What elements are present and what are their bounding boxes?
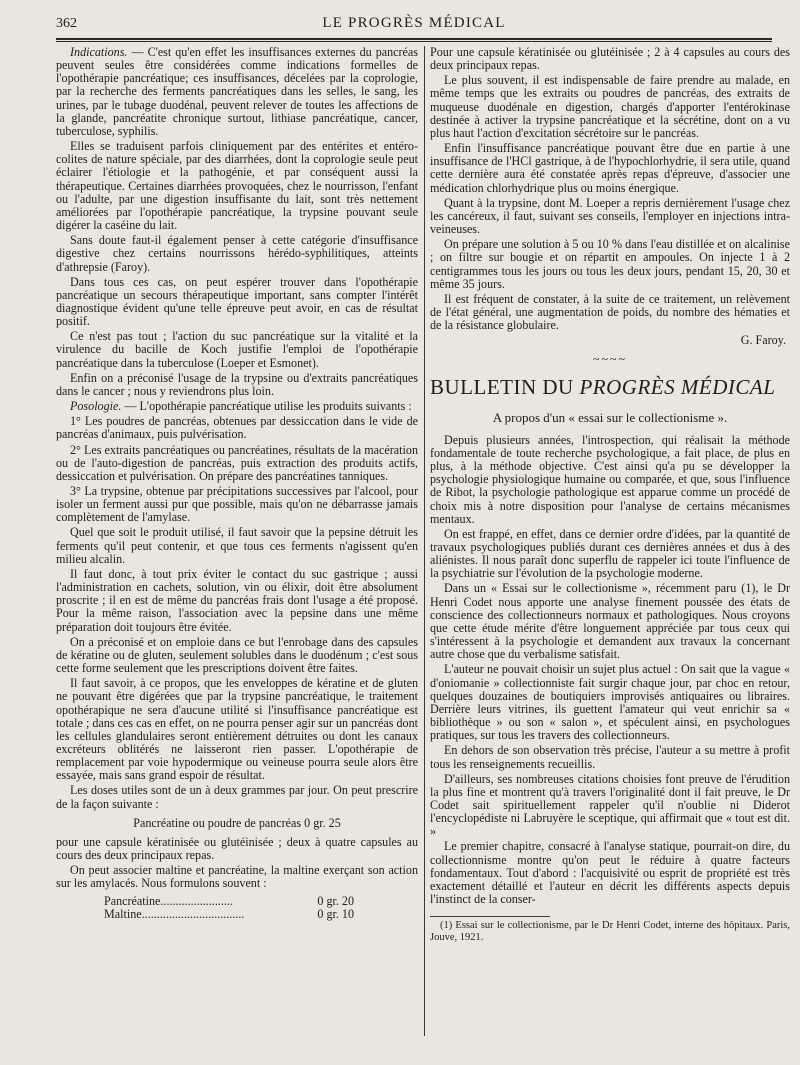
footnote: (1) Essai sur le collectionisme, par le Dr Henri Codet, interne des hôpitaux. Paris, Jouve, 1921. <box>430 920 790 944</box>
paragraph: D'ailleurs, ses nombreuses citations choisies font preuve de l'érudition la plus fine et montrent qu'à travers l'originalité dont il fait preuve, le Dr Codet sait spirituellement rappeler qu'il n'oublie ni Diderot l'encyclopédiste ni Labruyère le sceptique, qui affirmait que « tout est dit. » <box>430 771 790 839</box>
paragraph: Les doses utiles sont de un à deux grammes par jour. On peut prescrire de la façon suivante : <box>56 783 418 811</box>
dose-line: Pancréatine ou poudre de pancréas 0 gr. 25 <box>133 815 341 830</box>
paragraph: Depuis plusieurs années, l'introspection, qui réalisait la méthode fondamentale de toute recherche psychologique, a fait place, de plus en plus, à la méthode objective. C'est ainsi qu'a pu se développer la psychologie physiologique humaine ou comparée, et que, sous l'influence de Ribot, la psychologie pathologique est apparue comme un procédé de choix mis à notre disposition pour l'analyse de certains mécanismes mentaux. <box>430 432 790 526</box>
author-signature: G. Faroy. <box>740 333 786 348</box>
paragraph: En dehors de son observation très précise, l'auteur a su mettre à profit tous les renseignements recueillis. <box>430 743 790 771</box>
ornament: ~~~~ <box>593 352 627 367</box>
paragraph: On peut associer maltine et pancréatine, la maltine exerçant son action sur les amylacés. Nous formulons souvent : <box>56 863 418 891</box>
paragraph: Il est fréquent de constater, à la suite de ce traitement, un relèvement de l'état général, une augmentation de poids, du nombre des hématies et de la résistance globulaire. <box>430 291 790 333</box>
paragraph: Quant à la trypsine, dont M. Loeper a repris dernièrement l'usage chez les cancéreux, il faut, suivant ses conseils, l'employer en injections intra-veineuses. <box>430 195 790 237</box>
formula-row: Maltine.................................. 0 gr. 10 <box>104 906 354 921</box>
section-label: Posologie. <box>70 399 122 414</box>
column-divider <box>424 46 425 1036</box>
paragraph: pour une capsule kératinisée ou glutéinisée ; deux à quatre capsules au cours des deux principaux repas. <box>56 834 418 863</box>
paragraph: Il faut savoir, à ce propos, que les enveloppes de kératine et de gluten ne pouvant être digérées que par la trypsine pancréatique, le traitement opothérapique ne sera d'aucune utilité si l'insuffisance pancréatique est totale ; dans ces cas en effet, on ne pourra penser agir sur un pancréas dont les cellules glandulaires seront entièrement détruites ou dont les canaux excréteurs oblitérés ne laisseront rien passer. L'opothérapie de remplacement par voie hypodermique ou veineuse pourra seule alors être essayée, mais sans grand espoir de résultat. <box>56 676 418 783</box>
paragraph: Dans tous ces cas, on peut espérer trouver dans l'opothérapie pancréatique un secours thérapeutique important, sans compter l'intérêt diagnostique évident qu'une telle épreuve peut avoir, en cas de résultat positif. <box>56 274 418 329</box>
paragraph: On a préconisé et on emploie dans ce but l'enrobage dans des capsules de kératine ou de gluten, seulement solubles dans le duodénum ; c'est sous cette forme seulement que les prescriptions doivent être faites. <box>56 634 418 676</box>
paragraph: On est frappé, en effet, dans ce dernier ordre d'idées, par la quantité de travaux psychologiques publiés durant ces dernières années et dus à des aliénistes. Il nous paraît donc superflu de rappeler ici toute l'influence de la psychiatrie sur l'évolution de la psychologie moderne. <box>430 526 790 581</box>
paragraph: Dans un « Essai sur le collectionisme », récemment paru (1), le Dr Henri Codet nous apporte une analyse finement poussée des états de conscience des collectionneurs normaux et pathologiques. Nous croyons que cette étude mérite d'être longuement appréciée par tous ceux qui s'intéressent à la psychologie et demandent aux travaux la concernant autre chose que du verbalisme satisfait. <box>430 581 790 662</box>
paragraph: Sans doute faut-il également penser à cette catégorie d'insuffisance digestive chez certains nourrissons hérédo-syphilitiques, atteints d'athrepsie (Faroy). <box>56 233 418 274</box>
paragraph: Ce n'est pas tout ; l'action du suc pancréatique sur la vitalité et la virulence du bacille de Koch justifie l'emploi de l'opothérapie pancréatique dans la tuberculose (Loeper et Esmonet). <box>56 329 418 370</box>
section-label: Indications. <box>70 45 128 59</box>
paragraph: Pour une capsule kératinisée ou glutéinisée ; 2 à 4 capsules au cours des deux principaux repas. <box>430 45 790 73</box>
paragraph: Indications. — C'est qu'en effet les insuffisances externes du pancréas peuvent seules être considérées comme indications formelles de l'opothérapie pancréatique; ces insuffisances, décelées par la coprologie, par la recherche des ferments pancréatiques dans les selles, le sang, les urines, par le tubage duodénal, peuvent relever de toutes les affections de la glande, pancréatite chronique surtout, lithiase pancréatique, cancer, tuberculose, syphilis. <box>56 45 418 138</box>
paragraph: Enfin on a préconisé l'usage de la trypsine ou d'extraits pancréatiques dans le cancer ; nous y reviendrons plus loin. <box>56 370 418 398</box>
paragraph: Le plus souvent, il est indispensable de faire prendre au malade, en même temps que les extraits ou poudres de pancréas, des extraits de muqueuse duodénale en digestion, chargés d'apporter l'entérokinase destinée à activer la trypsine pancréatique et la sécrétine, dont on a vu plus haut l'action d'excitation sécrétoire sur le pancréas. <box>430 73 790 140</box>
paragraph: Il faut donc, à tout prix éviter le contact du suc gastrique ; aussi l'administration en cachets, solution, vin ou élixir, doit être absolument proscrite ; il en est de même du pancréas frais dont l'usage a été proposé. Pour la même raison, l'association avec la pepsine dans une même préparation doit toujours être évitée. <box>56 566 418 634</box>
left-column <box>56 46 418 921</box>
page-number: 362 <box>56 16 77 31</box>
paragraph: Posologie. — L'opothérapie pancréatique utilise les produits suivants : <box>70 399 412 414</box>
footnote-rule <box>430 916 550 917</box>
paragraph: 1° Les poudres de pancréas, obtenues par dessiccation dans le vide de pancréas d'animaux, puis pulvérisation. <box>56 414 418 442</box>
paragraph: Quel que soit le produit utilisé, il faut savoir que la pepsine détruit les ferments qu'il peut contenir, et que tous ces ferments n'agissent qu'en milieu alcalin. <box>56 525 418 566</box>
paragraph: L'auteur ne pouvait choisir un sujet plus actuel : On sait que la vague « d'oniomanie » collectionniste fait surgir chaque jour, par choc en retour, quelques douzaines de boutiquiers improvisés antiquaires ou libraires. Derrière leurs vitrines, ils guettent l'amateur qui veut enrichir sa « bibliothèque » ou son « salon », et spéculent ainsi, en psychologues pratiques, sur tous les travers des collectionneurs. <box>430 662 790 743</box>
paragraph: Le premier chapitre, consacré à l'analyse statique, pourrait-on dire, du collectionnisme montre qu'on peut le réduire à quatre facteurs fondamentaux. Tout d'abord : l'acquisivité ou esprit de propriété est très exactement détaillé et l'auteur en décrit les différents aspects depuis l'instinct de la conser- <box>430 839 790 907</box>
right-column <box>430 46 790 946</box>
header-rule <box>56 38 772 40</box>
paragraph: On prépare une solution à 5 ou 10 % dans l'eau distillée et on alcalinise ; on filtre sur bougie et on répartit en ampoules. On injecte 1 à 2 centigrammes tous les jours ou tous les deux jours, pendant 15, 20, 30 et même 35 jours. <box>430 237 790 291</box>
page-header <box>56 14 772 36</box>
prescription-formula <box>104 895 354 921</box>
paragraph: Elles se traduisent parfois cliniquement par des entérites et entéro-colites de nature spéciale, par des diarrhées, dont la coprologie seule peut éclairer l'étiologie et la pathogénie, et par conséquent aussi la thérapeutique. Certaines diarrhées provoquées, chez le nourrisson, l'enfant ou l'adulte, par une digestion insuffisante du lait, sont très nettement améliorées par l'opothérapie pancréatique, la trypsine pouvant seule digérer la caséine du lait. <box>56 139 418 233</box>
article-subheading: A propos d'un « essai sur le collectionisme ». <box>492 409 728 425</box>
paragraph: 3° La trypsine, obtenue par précipitations successives par l'alcool, pour isoler un ferment aussi pur que possible, mais qu'on ne débarrasse jamais complètement de l'amylase. <box>56 484 418 525</box>
formula-row: Pancréatine........................ 0 gr. 20 <box>104 893 354 908</box>
header-rule-thin <box>56 41 772 42</box>
bulletin-heading: BULLETIN DU PROGRÈS MÉDICAL <box>430 374 776 399</box>
journal-title: LE PROGRÈS MÉDICAL <box>322 15 506 31</box>
paragraph: Enfin l'insuffisance pancréatique pouvant être due en partie à une insuffisance de l'HCl gastrique, à de l'hypochlorhydrie, il sera utile, quand cette dernière aura été constatée après repas d'épreuve, d'associer une médication chlorhydrique plus ou moins énergique. <box>430 141 790 195</box>
paragraph: 2° Les extraits pancréatiques ou pancréatines, résultats de la macération ou de l'auto-digestion de pancréas, puis extraction des produits actifs, dessiccation et pulvérisation. On prépare des pancréatines tanniques. <box>56 442 418 483</box>
